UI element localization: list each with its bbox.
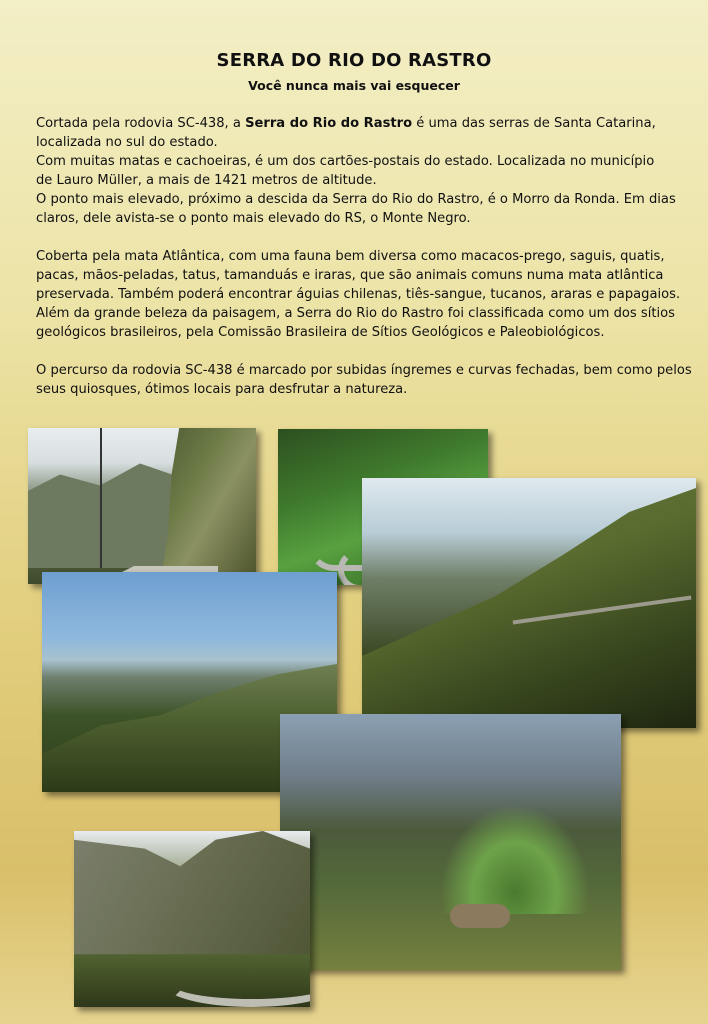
photo-ridge-road bbox=[362, 478, 696, 728]
paragraph-line: preservada. Também poderá encontrar águias chilenas, tiês-sangue, tucanos, araras e papagaios. bbox=[36, 287, 681, 302]
paragraph-line bbox=[36, 114, 676, 133]
paragraph-line: Coberta pela mata Atlântica, com uma fauna bem diversa como macacos-prego, saguis, quatis, bbox=[36, 249, 665, 264]
paragraph-line: Além da grande beleza da paisagem, a Serra do Rio do Rastro foi classificada como um dos sítios bbox=[36, 306, 675, 321]
paragraph-line: localizada no sul do estado. bbox=[36, 135, 218, 150]
paragraph-2 bbox=[36, 247, 681, 342]
page-subtitle: Você nunca mais vai esquecer bbox=[248, 78, 460, 93]
photo-ridge bbox=[362, 488, 696, 728]
paragraph-1 bbox=[36, 114, 676, 228]
paragraph-line: O percurso da rodovia SC-438 é marcado por subidas íngremes e curvas fechadas, bem como pelos bbox=[36, 363, 692, 378]
photo-agave-plant bbox=[440, 804, 590, 914]
emphasized-text: Serra do Rio do Rastro bbox=[245, 116, 413, 131]
photo-hills bbox=[28, 458, 188, 568]
line-text: Cortada pela rodovia SC-438, a bbox=[36, 116, 246, 131]
paragraph-line: claros, dele avista-se o ponto mais elevado do RS, o Monte Negro. bbox=[36, 211, 471, 226]
photo-coati bbox=[450, 904, 510, 928]
photo-curve-road-cliffs bbox=[74, 831, 310, 1007]
line-text: é uma das serras de Santa Catarina, bbox=[412, 116, 656, 131]
paragraph-3 bbox=[36, 361, 692, 399]
photo-canyon-agave-coati bbox=[280, 714, 621, 970]
page-title: SERRA DO RIO DO RASTRO bbox=[216, 50, 492, 71]
photo-lamp-pole bbox=[100, 428, 102, 568]
paragraph-line: seus quiosques, ótimos locais para desfrutar a natureza. bbox=[36, 382, 408, 397]
paragraph-line: geológicos brasileiros, pela Comissão Brasileira de Sítios Geológicos e Paleobiológicos. bbox=[36, 325, 605, 340]
photo-mountain-road-cliff bbox=[28, 428, 256, 584]
body-text bbox=[36, 114, 692, 418]
paragraph-line: de Lauro Müller, a mais de 1421 metros de altitude. bbox=[36, 173, 377, 188]
paragraph-line: Com muitas matas e cachoeiras, é um dos cartões-postais do estado. Localizada no município bbox=[36, 154, 655, 169]
photo-cliff bbox=[160, 428, 256, 584]
photo-road-curve bbox=[164, 961, 310, 1007]
paragraph-line: pacas, mãos-peladas, tatus, tamanduás e iraras, que são animais comuns numa mata atlântica bbox=[36, 268, 664, 283]
paragraph-line: O ponto mais elevado, próximo a descida da Serra do Rio do Rastro, é o Morro da Ronda. Em dias bbox=[36, 192, 676, 207]
